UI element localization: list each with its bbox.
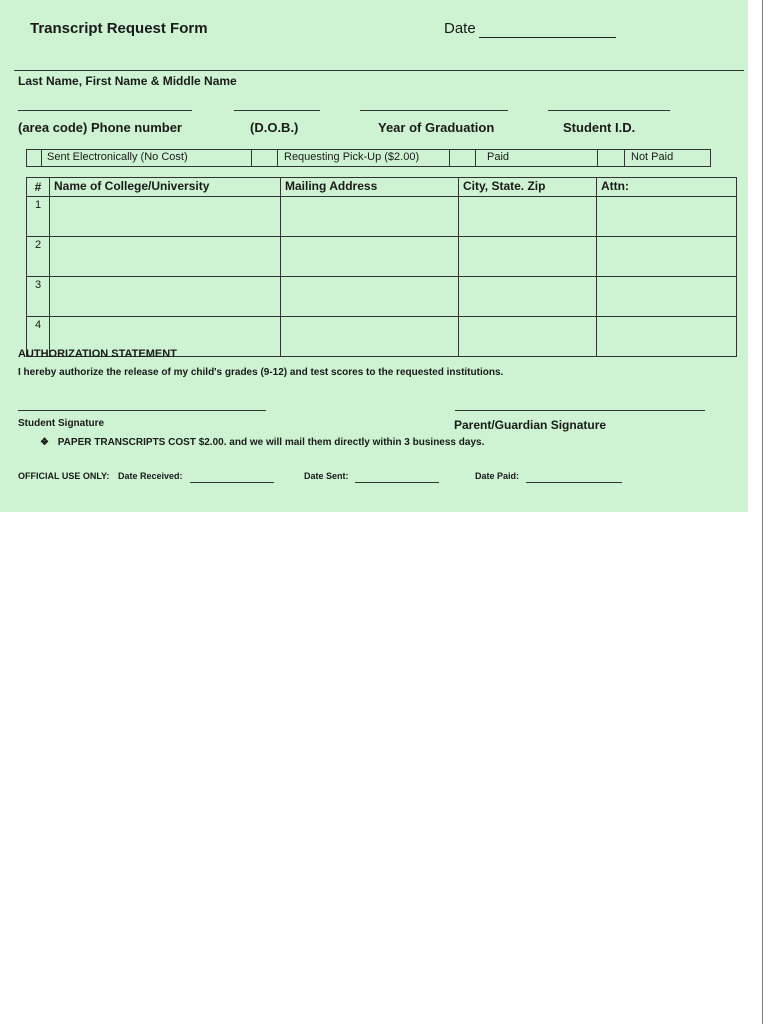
row-number: 1 bbox=[27, 197, 50, 237]
graduation-year-field[interactable] bbox=[360, 110, 508, 111]
college-cell[interactable] bbox=[50, 237, 281, 277]
table-row bbox=[27, 277, 737, 317]
student-id-field[interactable] bbox=[548, 110, 670, 111]
column-header-address: Mailing Address bbox=[281, 178, 459, 197]
city-state-zip-cell[interactable] bbox=[459, 237, 597, 277]
not-paid-checkbox[interactable] bbox=[597, 150, 623, 165]
column-header-city-state-zip: City, State. Zip bbox=[459, 178, 597, 197]
city-state-zip-cell[interactable] bbox=[459, 277, 597, 317]
cost-note-text: PAPER TRANSCRIPTS COST $2.00. and we will mail them directly within 3 business days. bbox=[57, 437, 485, 448]
graduation-label: Year of Graduation bbox=[378, 120, 495, 135]
student-id-label: Student I.D. bbox=[563, 120, 636, 135]
table-row bbox=[27, 237, 737, 277]
not-paid-label: Not Paid bbox=[631, 151, 674, 163]
date-received-label: Date Received: bbox=[118, 471, 183, 481]
attn-cell[interactable] bbox=[597, 317, 737, 357]
table-header-row bbox=[27, 178, 737, 197]
attn-cell[interactable] bbox=[597, 197, 737, 237]
parent-signature-field[interactable] bbox=[455, 410, 705, 411]
address-cell[interactable] bbox=[281, 317, 459, 357]
row-number: 2 bbox=[27, 237, 50, 277]
parent-signature-label: Parent/Guardian Signature bbox=[454, 418, 607, 432]
official-use-label: OFFICIAL USE ONLY: bbox=[18, 471, 110, 481]
pickup-checkbox[interactable] bbox=[251, 150, 276, 165]
full-name-label: Last Name, First Name & Middle Name bbox=[18, 74, 237, 88]
sent-electronically-checkbox[interactable] bbox=[27, 150, 40, 165]
phone-label: (area code) Phone number bbox=[18, 120, 182, 135]
address-cell[interactable] bbox=[281, 197, 459, 237]
column-header-number: # bbox=[27, 178, 50, 197]
transcript-request-form bbox=[0, 0, 748, 512]
dob-label: (D.O.B.) bbox=[250, 120, 299, 135]
city-state-zip-cell[interactable] bbox=[459, 317, 597, 357]
authorization-title: AUTHORIZATION STATEMENT bbox=[18, 348, 177, 360]
paid-checkbox[interactable] bbox=[449, 150, 474, 165]
college-cell[interactable] bbox=[50, 277, 281, 317]
college-cell[interactable] bbox=[50, 197, 281, 237]
paid-label: Paid bbox=[487, 151, 510, 163]
date-label: Date bbox=[444, 20, 476, 37]
sent-electronically-label: Sent Electronically (No Cost) bbox=[47, 151, 188, 163]
bullet-icon: ❖ bbox=[40, 437, 49, 448]
pickup-label: Requesting Pick-Up ($2.00) bbox=[284, 151, 420, 163]
form-title: Transcript Request Form bbox=[30, 20, 208, 37]
student-signature-field[interactable] bbox=[18, 410, 266, 411]
address-cell[interactable] bbox=[281, 277, 459, 317]
address-cell[interactable] bbox=[281, 237, 459, 277]
date-paid-label: Date Paid: bbox=[475, 471, 520, 481]
phone-field[interactable] bbox=[18, 110, 192, 111]
date-paid-field[interactable] bbox=[526, 482, 622, 483]
attn-cell[interactable] bbox=[597, 237, 737, 277]
city-state-zip-cell[interactable] bbox=[459, 197, 597, 237]
date-field[interactable] bbox=[479, 37, 616, 38]
page-edge bbox=[762, 0, 763, 1024]
row-number: 4 bbox=[27, 317, 50, 357]
top-divider bbox=[14, 70, 744, 71]
student-signature-label: Student Signature bbox=[18, 418, 105, 429]
column-header-attn: Attn: bbox=[597, 178, 737, 197]
authorization-text: I hereby authorize the release of my child's grades (9-12) and test scores to the requested institutions. bbox=[18, 367, 504, 378]
date-sent-field[interactable] bbox=[355, 482, 439, 483]
date-received-field[interactable] bbox=[190, 482, 274, 483]
dob-field[interactable] bbox=[234, 110, 320, 111]
attn-cell[interactable] bbox=[597, 277, 737, 317]
colleges-table bbox=[26, 177, 737, 357]
cost-note bbox=[40, 437, 484, 448]
table-row bbox=[27, 197, 737, 237]
date-sent-label: Date Sent: bbox=[304, 471, 349, 481]
column-header-college: Name of College/University bbox=[50, 178, 281, 197]
row-number: 3 bbox=[27, 277, 50, 317]
